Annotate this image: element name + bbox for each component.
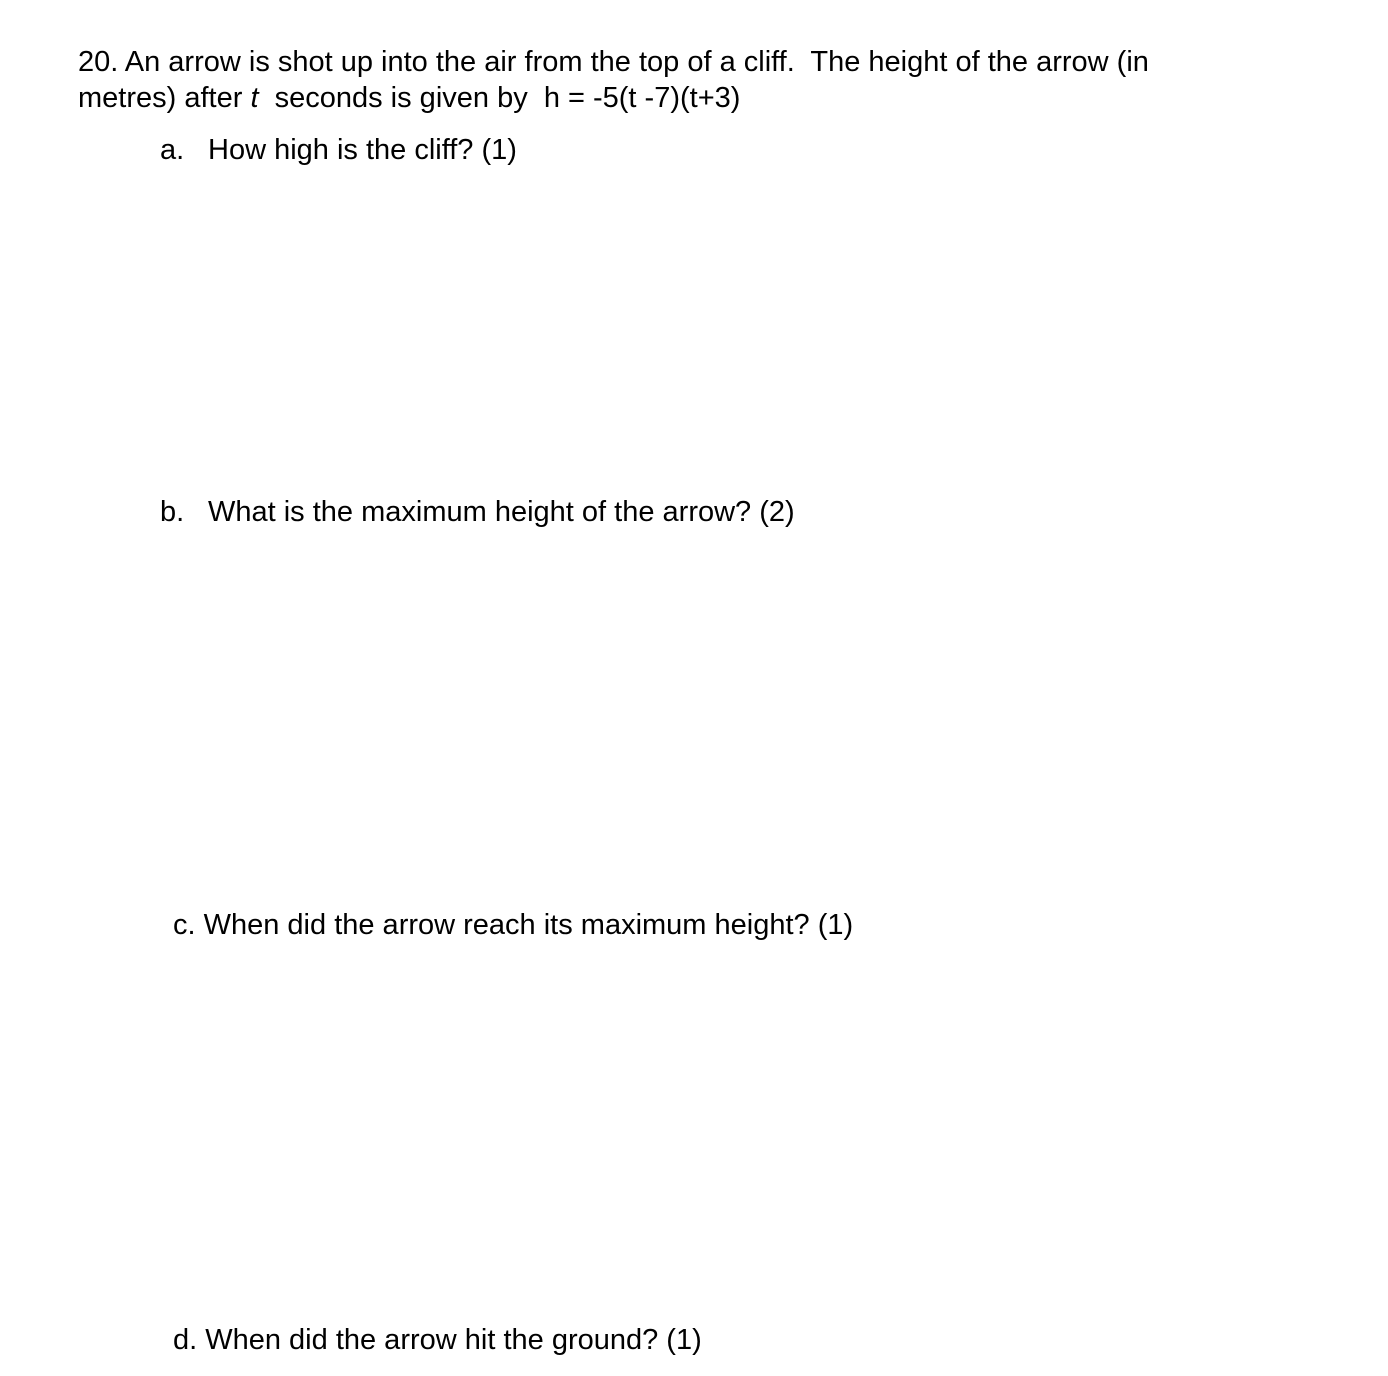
question-20-stem	[78, 44, 1318, 116]
part-b-text: What is the maximum height of the arrow? (2)	[208, 496, 795, 528]
part-b	[160, 494, 795, 530]
part-a	[160, 132, 517, 168]
part-a-text: How high is the cliff? (1)	[208, 134, 517, 166]
question-stem-line-2-start: metres) after	[78, 82, 251, 114]
part-a-answer-space	[160, 172, 1260, 484]
part-c	[173, 907, 853, 943]
part-c-marker: c.	[173, 909, 196, 941]
part-d-marker: d.	[173, 1324, 198, 1356]
part-b-answer-space	[160, 534, 1260, 896]
question-stem-line-2	[78, 80, 1318, 116]
part-d-text: When did the arrow hit the ground? (1)	[197, 1324, 702, 1356]
part-b-marker: b.	[160, 496, 185, 528]
part-a-marker: a.	[160, 134, 185, 166]
question-stem-line-1: 20. An arrow is shot up into the air from the top of a cliff. The height of the arrow (in	[78, 46, 1149, 78]
part-c-text: When did the arrow reach its maximum height? (1)	[195, 909, 854, 941]
part-c-answer-space	[160, 947, 1260, 1311]
time-variable: t	[250, 82, 259, 114]
part-d	[173, 1322, 702, 1358]
question-stem-line-2-end: seconds is given by h = -5(t -7)(t+3)	[258, 82, 741, 114]
